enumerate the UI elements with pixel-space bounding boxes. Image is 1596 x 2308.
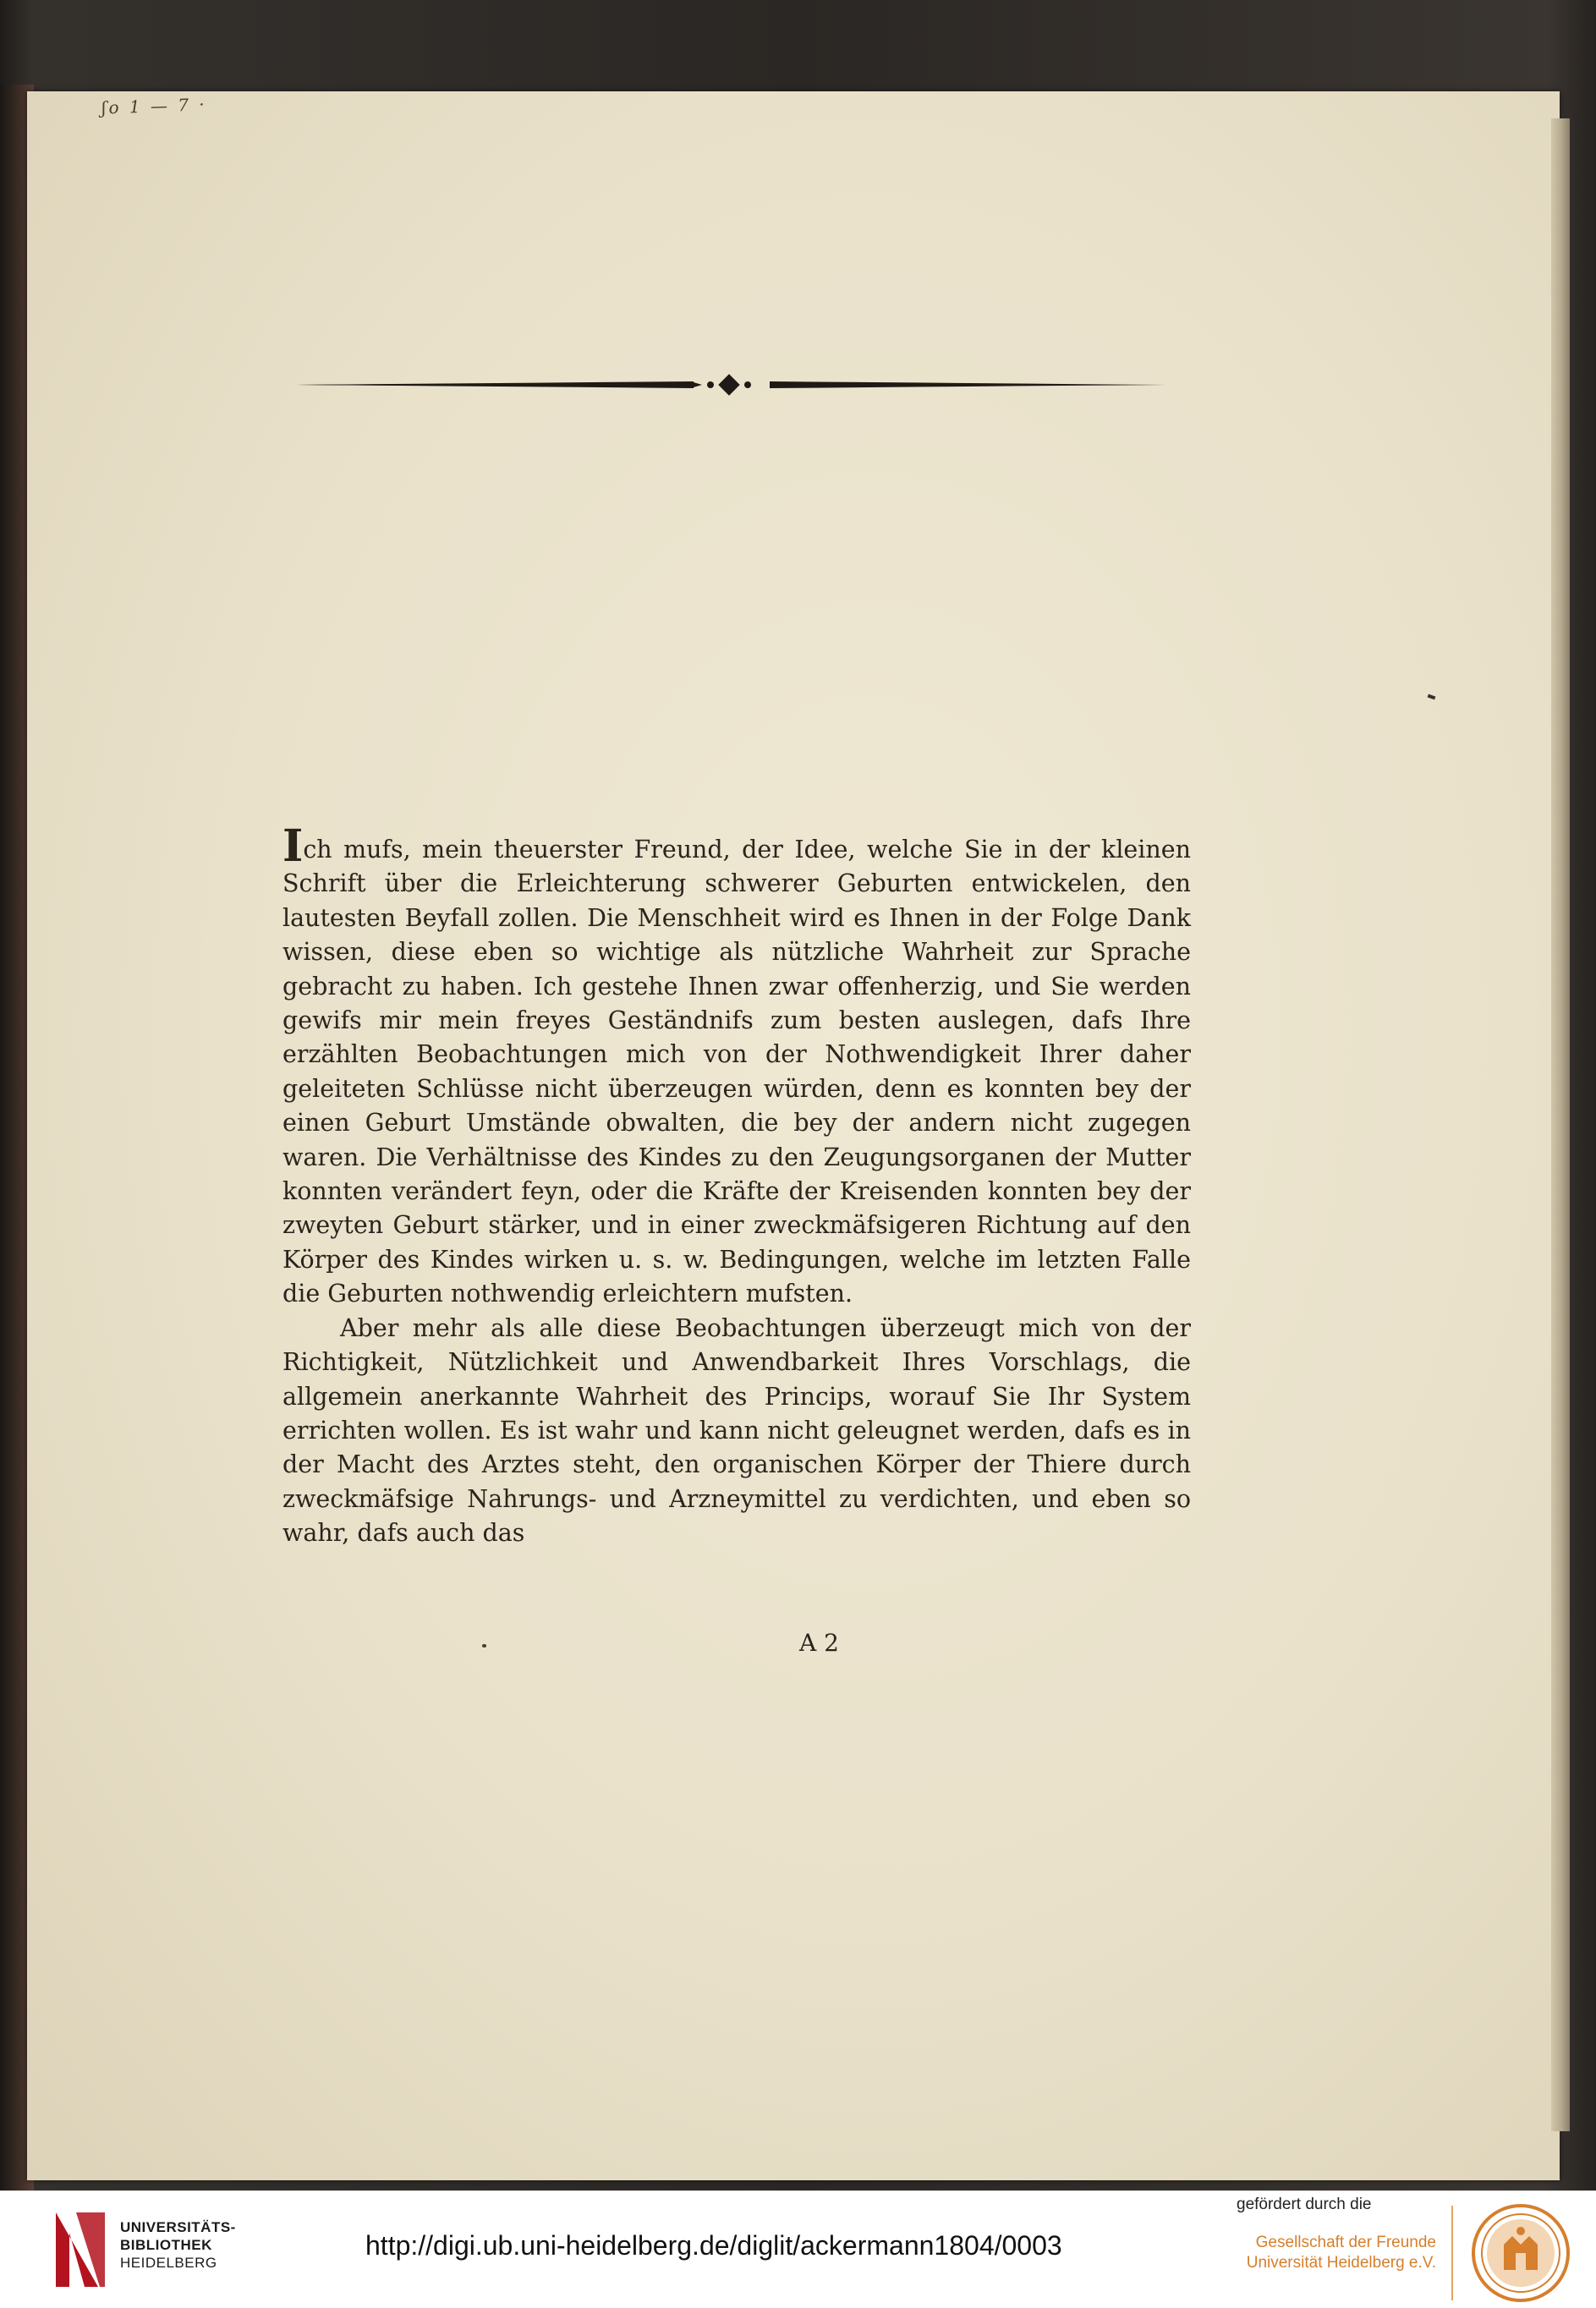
initial-letter: I bbox=[282, 820, 304, 872]
library-name bbox=[120, 2218, 255, 2272]
funded-by-label: gefördert durch die bbox=[1237, 2196, 1372, 2213]
ornamental-rule bbox=[296, 372, 1167, 397]
society-name-line-1: Gesellschaft der Freunde bbox=[1255, 2234, 1436, 2251]
paragraph-2: Aber mehr als alle diese Beobachtungen überzeugt mich von der Richtigkeit, Nützlichkeit und Anwendbarkeit Ihres Vorschlags, die allgemein anerkannte Wahrheit des Princips, worauf Sie Ihr System errichten wollen. Es ist wahr und kann nicht geleugnet werden, dafs es in der Macht des Arztes steht, den organischen Körper der Thiere durch zweckmäfsige Nahrungs- und Arzneymittel zu verdichten, und eben so wahr, dafs auch das bbox=[282, 1313, 1191, 1548]
body-text bbox=[282, 820, 1191, 1551]
paragraph-1-text: ch mufs, mein theuerster Freund, der Idee, welche Sie in der kleinen Schrift über die Erleichterung schwerer Geburten entwickelen, den lautesten Beyfall zollen. Die Menschheit wird es Ihnen in der Folge Dank wissen, diese eben so wichtige als nützliche Wahrheit zur Sprache gebracht zu haben. Ich gestehe Ihnen zwar offenherzig, und Sie werden gewifs mir mein freyes Geständnifs zum besten auslegen, dafs Ihre erzählten Beobachtungen mich von der Nothwendigkeit Ihrer daher geleiteten Schlüsse nicht überzeugen würden, denn es konnten bey der einen Geburt Umstände obwalten, die bey der andern nicht zugegen waren. Die Verhältnisse des Kindes zu den Zeugungsorganen der Mutter konnten verändert feyn, oder die Kräfte der Kreisenden konnten bey der zweyten Geburt stärker, und in einer zweckmäfsigeren Richtung auf den Körper des Kindes wirken u. s. w. Bedingungen, welche im letzten Falle die Geburten nothwendig erleichtern mufsten. bbox=[282, 836, 1191, 1308]
society-name-line-2: Universität Heidelberg e.V. bbox=[1246, 2254, 1436, 2272]
library-logo-icon[interactable] bbox=[51, 2207, 110, 2292]
signature-mark: A 2 bbox=[799, 1629, 839, 1657]
paragraph-1 bbox=[282, 820, 1191, 1312]
handwritten-shelfmark: ʃo 1 — 7 · bbox=[101, 94, 208, 118]
university-seal-icon[interactable] bbox=[1470, 2202, 1571, 2304]
page-stack-edge bbox=[1551, 118, 1570, 2131]
paper-speck bbox=[482, 1644, 486, 1647]
permalink-url[interactable]: http://digi.ub.uni-heidelberg.de/diglit/ackermann1804/0003 bbox=[365, 2230, 1062, 2261]
society-name[interactable] bbox=[1233, 2233, 1436, 2273]
footer-divider bbox=[1451, 2206, 1453, 2300]
library-name-line-1: UNIVERSITÄTS- bbox=[120, 2219, 236, 2235]
library-name-line-3: HEIDELBERG bbox=[120, 2255, 217, 2271]
library-name-line-2: BIBLIOTHEK bbox=[120, 2237, 212, 2253]
